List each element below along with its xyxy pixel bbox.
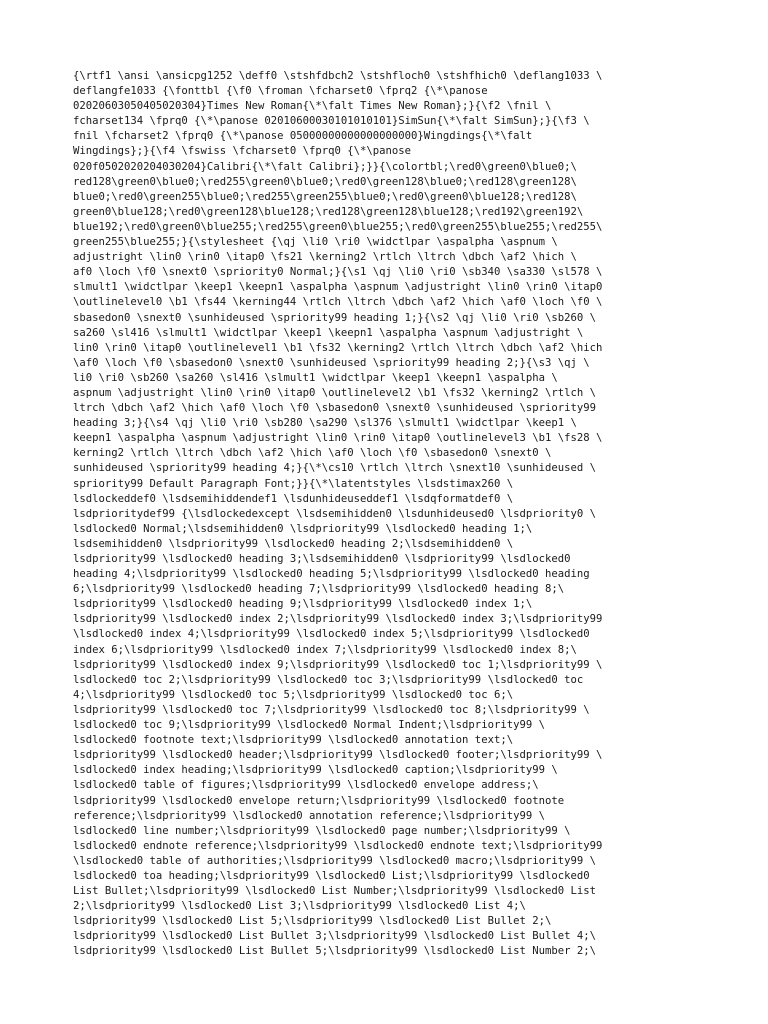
text-line: keepn1 \aspalpha \aspnum \adjustright \lin0 \rin0 \itap0 \outlinelevel3 \b1 \fs28 \ <box>73 432 603 445</box>
text-line: red128\green0\blue0;\red255\green0\blue0;\red0\green128\blue0;\red128\green128\ <box>73 175 577 188</box>
rtf-source-text <box>73 69 713 960</box>
text-line: lsdlocked0 index heading;\lsdpriority99 \lsdlocked0 caption;\lsdpriority99 \ <box>73 764 558 777</box>
text-line: 02020603050405020304}Times New Roman{\*\falt Times New Roman};}{\f2 \fnil \ <box>73 100 552 113</box>
text-line: af0 \loch \f0 \snext0 \spriority0 Normal;}{\s1 \qj \li0 \ri0 \sb340 \sa330 \sl578 \ <box>73 266 603 279</box>
text-line: \lsdlocked0 index 4;\lsdpriority99 \lsdlocked0 index 5;\lsdpriority99 \lsdlocked0 <box>73 628 590 641</box>
text-line: adjustright \lin0 \rin0 \itap0 \fs21 \kerning2 \rtlch \ltrch \dbch \af2 \hich \ <box>73 251 577 264</box>
text-line: blue192;\red0\green0\blue255;\red255\green0\blue255;\red0\green255\blue255;\red255\ <box>73 220 603 233</box>
text-line: heading 4;\lsdpriority99 \lsdlocked0 heading 5;\lsdpriority99 \lsdlocked0 heading <box>73 568 590 581</box>
text-line: lsdsemihidden0 \lsdpriority99 \lsdlocked0 heading 2;\lsdsemihidden0 \ <box>73 537 514 550</box>
text-line: lsdpriority99 \lsdlocked0 List 5;\lsdpriority99 \lsdlocked0 List Bullet 2;\ <box>73 915 552 928</box>
text-line: {\rtf1 \ansi \ansicpg1252 \deff0 \stshfdbch2 \stshfloch0 \stshfhich0 \deflang1033 \ <box>73 70 603 82</box>
text-line: index 6;\lsdpriority99 \lsdlocked0 index 7;\lsdpriority99 \lsdlocked0 index 8;\ <box>73 643 577 656</box>
text-line: \af0 \loch \f0 \sbasedon0 \snext0 \sunhideused \spriority99 heading 2;}{\s3 \qj \ <box>73 356 590 369</box>
text-line: green0\blue128;\red0\green128\blue128;\red128\green128\blue128;\red192\green192\ <box>73 205 584 218</box>
text-line: lsdpriority99 \lsdlocked0 List Bullet 5;\lsdpriority99 \lsdlocked0 List Number 2;\ <box>73 945 596 958</box>
text-line: lsdlocked0 Normal;\lsdsemihidden0 \lsdpriority99 \lsdlocked0 heading 1;\ <box>73 522 533 535</box>
text-line: fcharset134 \fprq0 {\*\panose 02010600030101010101}SimSun{\*\falt SimSun};}{\f3 \ <box>73 115 590 128</box>
text-line: kerning2 \rtlch \ltrch \dbch \af2 \hich \af0 \loch \f0 \sbasedon0 \snext0 \ <box>73 447 552 460</box>
text-line: spriority99 Default Paragraph Font;}}{\*\latentstyles \lsdstimax260 \ <box>73 477 514 490</box>
text-line: lsdpriority99 \lsdlocked0 toc 7;\lsdpriority99 \lsdlocked0 toc 8;\lsdpriority99 \ <box>73 703 590 716</box>
text-line: lsdpriority99 \lsdlocked0 index 2;\lsdpriority99 \lsdlocked0 index 3;\lsdpriority99 <box>73 613 603 626</box>
text-line: sa260 \sl416 \slmult1 \widctlpar \keep1 \keepn1 \aspalpha \aspnum \adjustright \ <box>73 326 584 339</box>
text-line: blue0;\red0\green255\blue0;\red255\green255\blue0;\red0\green0\blue128;\red128\ <box>73 190 577 203</box>
text-line: lsdlocked0 footnote text;\lsdpriority99 \lsdlocked0 annotation text;\ <box>73 734 514 747</box>
text-line: lin0 \rin0 \itap0 \outlinelevel1 \b1 \fs32 \kerning2 \rtlch \ltrch \dbch \af2 \hich <box>73 341 603 354</box>
text-line: aspnum \adjustright \lin0 \rin0 \itap0 \outlinelevel2 \b1 \fs32 \kerning2 \rtlch \ <box>73 386 596 399</box>
text-line: fnil \fcharset2 \fprq0 {\*\panose 05000000000000000000}Wingdings{\*\falt <box>73 130 533 143</box>
text-line: lsdpriority99 \lsdlocked0 List Bullet 3;\lsdpriority99 \lsdlocked0 List Bullet 4;\ <box>73 930 596 943</box>
text-line: sunhideused \spriority99 heading 4;}{\*\cs10 \rtlch \ltrch \snext10 \sunhideused \ <box>73 462 596 475</box>
text-line: lsdlocked0 line number;\lsdpriority99 \lsdlocked0 page number;\lsdpriority99 \ <box>73 824 571 837</box>
text-line: reference;\lsdpriority99 \lsdlocked0 annotation reference;\lsdpriority99 \ <box>73 809 545 822</box>
text-line: lsdlocked0 table of figures;\lsdpriority99 \lsdlocked0 envelope address;\ <box>73 779 539 792</box>
text-line: lsdpriority99 \lsdlocked0 index 9;\lsdpriority99 \lsdlocked0 toc 1;\lsdpriority99 \ <box>73 658 603 671</box>
text-line: 4;\lsdpriority99 \lsdlocked0 toc 5;\lsdpriority99 \lsdlocked0 toc 6;\ <box>73 688 514 701</box>
text-line: lsdpriority99 \lsdlocked0 heading 9;\lsdpriority99 \lsdlocked0 index 1;\ <box>73 598 533 611</box>
text-line: lsdpriority99 \lsdlocked0 header;\lsdpriority99 \lsdlocked0 footer;\lsdpriority99 \ <box>73 749 603 762</box>
text-line: lsdlockeddef0 \lsdsemihiddendef1 \lsdunhideuseddef1 \lsdqformatdef0 \ <box>73 492 514 505</box>
text-line: \outlinelevel0 \b1 \fs44 \kerning44 \rtlch \ltrch \dbch \af2 \hich \af0 \loch \f0 \ <box>73 296 603 309</box>
text-line: 6;\lsdpriority99 \lsdlocked0 heading 7;\lsdpriority99 \lsdlocked0 heading 8;\ <box>73 583 565 596</box>
text-line: List Bullet;\lsdpriority99 \lsdlocked0 List Number;\lsdpriority99 \lsdlocked0 List <box>73 885 596 898</box>
text-line: sbasedon0 \snext0 \sunhideused \spriority99 heading 1;}{\s2 \qj \li0 \ri0 \sb260 \ <box>73 311 596 324</box>
text-line: 020f0502020204030204}Calibri{\*\falt Calibri};}}{\colortbl;\red0\green0\blue0;\ <box>73 160 577 173</box>
text-line: lsdlocked0 toc 9;\lsdpriority99 \lsdlocked0 Normal Indent;\lsdpriority99 \ <box>73 719 545 732</box>
text-line: lsdlocked0 toa heading;\lsdpriority99 \lsdlocked0 List;\lsdpriority99 \lsdlocked0 <box>73 869 590 882</box>
text-line: lsdpriority99 \lsdlocked0 heading 3;\lsdsemihidden0 \lsdpriority99 \lsdlocked0 <box>73 553 571 565</box>
text-line: heading 3;}{\s4 \qj \li0 \ri0 \sb280 \sa290 \sl376 \slmult1 \widctlpar \keep1 \ <box>73 417 577 430</box>
text-line: \lsdlocked0 table of authorities;\lsdpriority99 \lsdlocked0 macro;\lsdpriority99 \ <box>73 854 596 867</box>
text-line: lsdprioritydef99 {\lsdlockedexcept \lsdsemihidden0 \lsdunhideused0 \lsdpriority0 \ <box>73 507 596 520</box>
text-line: 2;\lsdpriority99 \lsdlocked0 List 3;\lsdpriority99 \lsdlocked0 List 4;\ <box>73 900 526 913</box>
text-line: green255\blue255;}{\stylesheet {\qj \li0 \ri0 \widctlpar \aspalpha \aspnum \ <box>73 236 558 249</box>
text-line: ltrch \dbch \af2 \hich \af0 \loch \f0 \sbasedon0 \snext0 \sunhideused \spriority99 <box>73 402 596 415</box>
text-line: deflangfe1033 {\fonttbl {\f0 \froman \fcharset0 \fprq2 {\*\panose <box>73 85 488 98</box>
text-line: Wingdings};}{\f4 \fswiss \fcharset0 \fprq0 {\*\panose <box>73 145 412 158</box>
text-line: lsdlocked0 endnote reference;\lsdpriority99 \lsdlocked0 endnote text;\lsdpriority99 <box>73 839 603 852</box>
text-line: lsdpriority99 \lsdlocked0 envelope return;\lsdpriority99 \lsdlocked0 footnote <box>73 794 565 807</box>
text-line: li0 \ri0 \sb260 \sa260 \sl416 \slmult1 \widctlpar \keep1 \keepn1 \aspalpha \ <box>73 371 558 384</box>
text-line: lsdlocked0 toc 2;\lsdpriority99 \lsdlocked0 toc 3;\lsdpriority99 \lsdlocked0 toc <box>73 673 584 686</box>
text-line: slmult1 \widctlpar \keep1 \keepn1 \aspalpha \aspnum \adjustright \lin0 \rin0 \itap0 <box>73 281 603 294</box>
